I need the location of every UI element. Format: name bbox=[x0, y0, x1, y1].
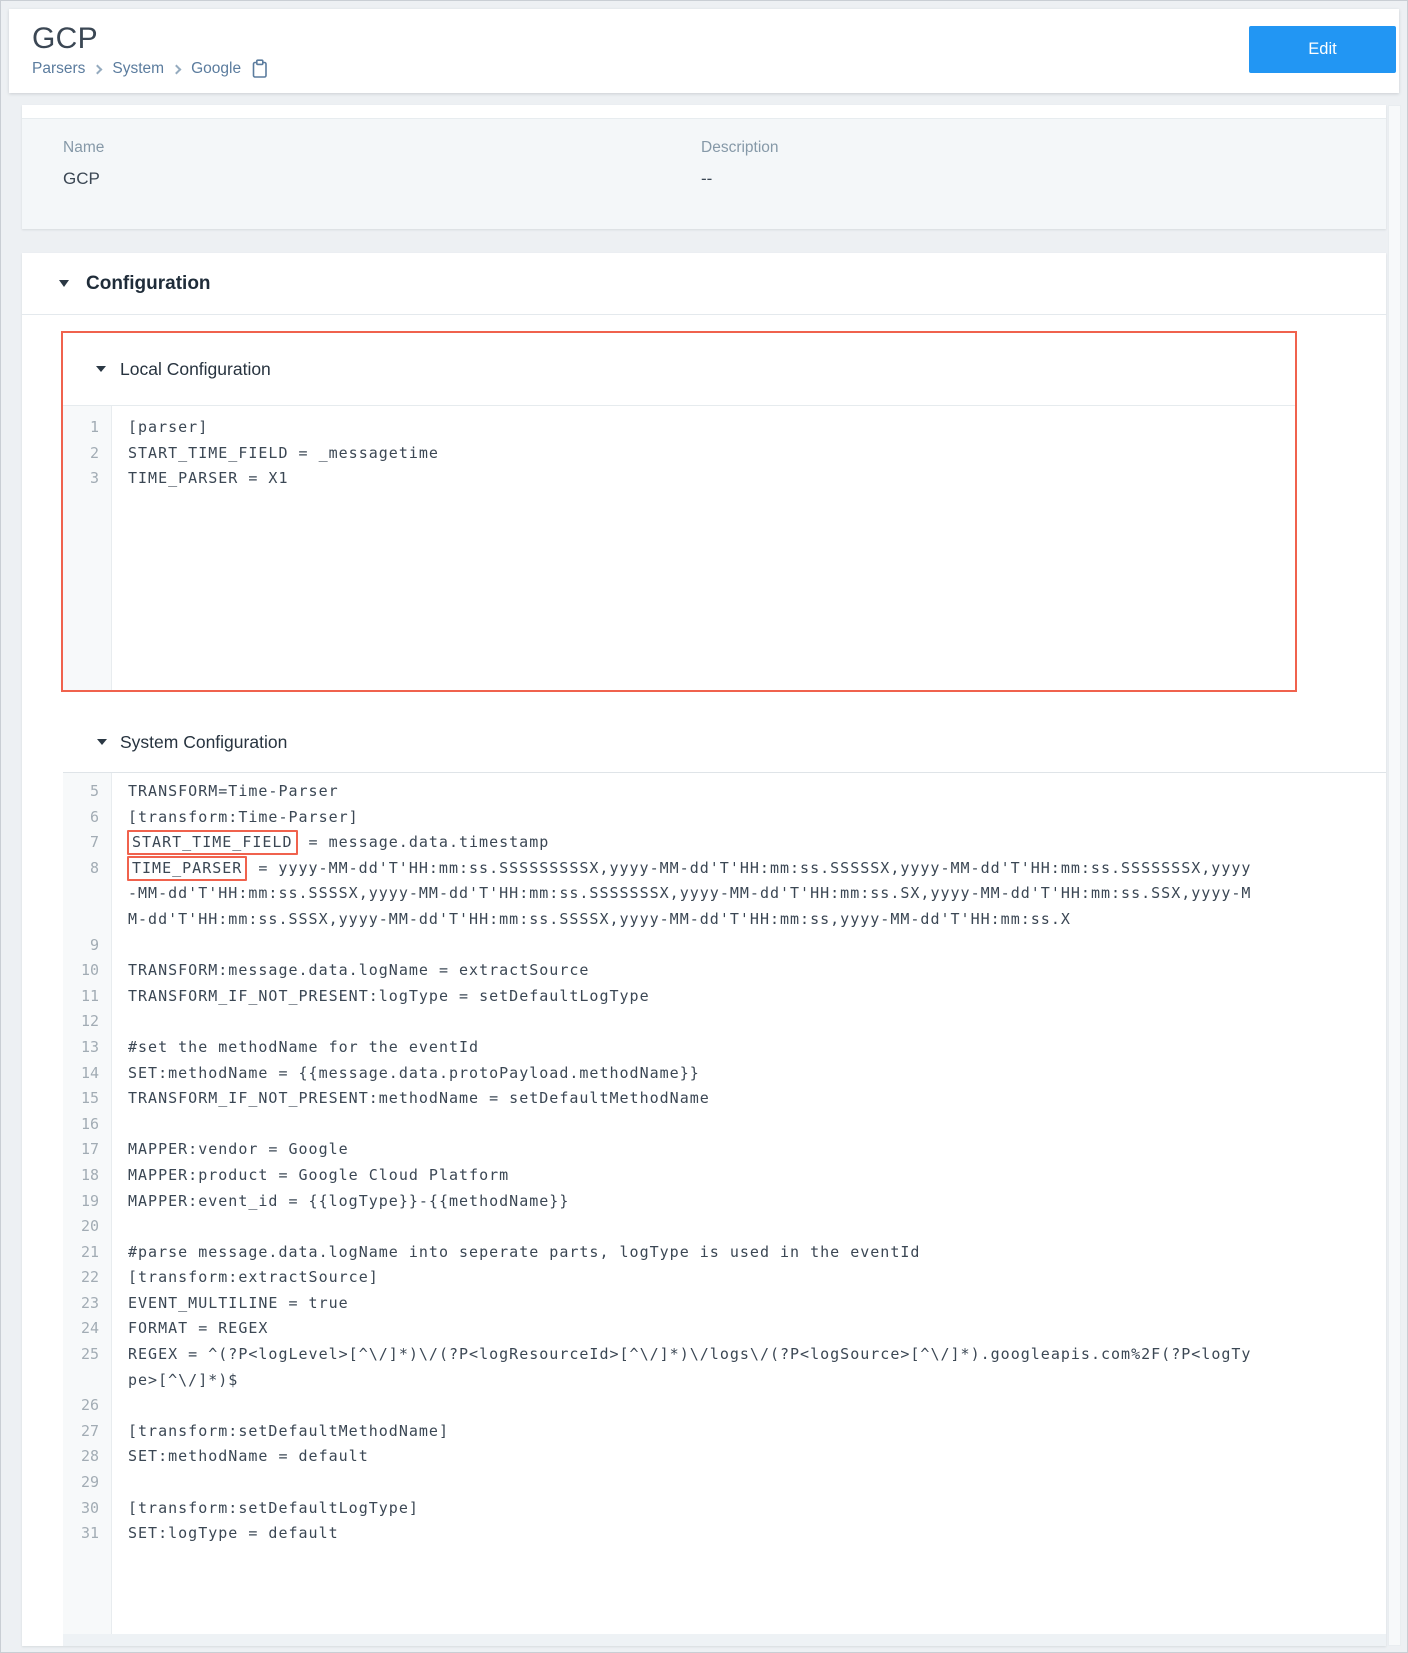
line-number: 8 bbox=[89, 858, 99, 877]
line-number: 9 bbox=[89, 935, 99, 954]
line-number: 5 bbox=[89, 782, 99, 800]
annotation-highlight-box: START_TIME_FIELD bbox=[127, 830, 298, 855]
line-number: 3 bbox=[89, 469, 99, 488]
code-line bbox=[63, 830, 1386, 856]
code-text: MAPPER:vendor = Google bbox=[128, 1140, 349, 1159]
page-scrollbar[interactable] bbox=[1388, 105, 1401, 1646]
code-line bbox=[63, 1470, 1386, 1496]
code-text: SET:methodName = {{message.data.protoPayload.methodName}} bbox=[128, 1063, 700, 1082]
system-configuration-toggle[interactable] bbox=[22, 712, 1386, 772]
chevron-right-icon bbox=[172, 64, 182, 74]
code-text: TRANSFORM_IF_NOT_PRESENT:logType = setDefaultLogType bbox=[128, 986, 650, 1005]
breadcrumb-item-google[interactable]: Google bbox=[191, 60, 242, 77]
line-number: 10 bbox=[80, 961, 99, 980]
description-column bbox=[701, 139, 779, 229]
breadcrumb-item-system[interactable]: System bbox=[112, 60, 165, 77]
code-text: #parse message.data.logName into seperate parts, logType is used in the eventId bbox=[128, 1242, 921, 1261]
line-number: 12 bbox=[80, 1012, 99, 1031]
configuration-section-toggle[interactable] bbox=[22, 253, 1386, 315]
code-line bbox=[63, 1419, 1386, 1445]
code-line bbox=[63, 1444, 1386, 1470]
code-line bbox=[63, 805, 1386, 831]
code-text bbox=[128, 1393, 1256, 1419]
content bbox=[22, 105, 1386, 1646]
code-text: EVENT_MULTILINE = true bbox=[128, 1293, 349, 1312]
code-text: [transform:setDefaultMethodName] bbox=[128, 1421, 449, 1440]
code-text bbox=[128, 1112, 1256, 1138]
code-text: TRANSFORM_IF_NOT_PRESENT:methodName = setDefaultMethodName bbox=[128, 1089, 710, 1108]
line-number: 21 bbox=[80, 1242, 99, 1261]
code-line bbox=[63, 779, 1386, 805]
line-number: 17 bbox=[80, 1140, 99, 1159]
line-number: 23 bbox=[80, 1293, 99, 1312]
code-line bbox=[63, 1496, 1386, 1522]
line-number: 14 bbox=[80, 1063, 99, 1082]
edit-button[interactable]: Edit bbox=[1249, 26, 1396, 73]
code-line bbox=[63, 1189, 1386, 1215]
details-card bbox=[22, 105, 1386, 229]
line-number: 7 bbox=[89, 833, 99, 852]
line-number: 2 bbox=[89, 443, 99, 462]
code-line bbox=[63, 958, 1386, 984]
local-configuration-editor[interactable] bbox=[63, 406, 1295, 690]
collapse-triangle-icon bbox=[97, 739, 107, 745]
line-number: 27 bbox=[80, 1421, 99, 1440]
code-line bbox=[63, 1035, 1386, 1061]
line-number: 6 bbox=[89, 807, 99, 826]
line-number: 31 bbox=[80, 1524, 99, 1543]
code-text: #set the methodName for the eventId bbox=[128, 1037, 480, 1056]
system-configuration-title: System Configuration bbox=[120, 731, 288, 752]
line-number: 25 bbox=[80, 1345, 99, 1364]
code-line bbox=[63, 1521, 1386, 1547]
code-line bbox=[63, 1214, 1386, 1240]
page-header bbox=[9, 9, 1399, 93]
code-line bbox=[63, 1163, 1386, 1189]
code-line bbox=[63, 933, 1386, 959]
code-text: TIME_PARSER = yyyy-MM-dd'T'HH:mm:ss.SSSSSSSSSX,yyyy-MM-dd'T'HH:mm:ss.SSSSSX,yyyy-MM-dd'T'HH:mm:ss.SSSSSSSX,yyyy-MM-dd'T'HH:mm:ss.SSSSX,yyyy-MM-dd'T'HH:mm:ss.SSSSSSSX,yyyy-MM-dd'T'HH:mm:ss.SX,yyyy-MM-dd'T'HH:mm:ss.SSX,yyyy-MM-dd'T'HH:mm:ss.SSSX,yyyy-MM-dd'T'HH:mm:ss.SSSSX,yyyy-MM-dd'T'HH:mm:ss,yyyy-MM-dd'T'HH:mm:ss.X bbox=[128, 856, 1256, 933]
line-number: 11 bbox=[80, 986, 99, 1005]
code-line bbox=[63, 1265, 1386, 1291]
chevron-right-icon bbox=[93, 64, 103, 74]
code-line bbox=[63, 1009, 1386, 1035]
code-text bbox=[128, 933, 1256, 959]
code-text: TIME_PARSER = X1 bbox=[128, 469, 289, 488]
name-value: GCP bbox=[63, 169, 100, 188]
configuration-card bbox=[22, 253, 1386, 1646]
line-number: 18 bbox=[80, 1165, 99, 1184]
line-number: 19 bbox=[80, 1191, 99, 1210]
code-text: SET:methodName = default bbox=[128, 1447, 369, 1466]
code-text: MAPPER:product = Google Cloud Platform bbox=[128, 1165, 510, 1184]
annotation-highlight-box: TIME_PARSER bbox=[127, 856, 247, 881]
horizontal-scrollbar[interactable] bbox=[63, 1634, 1386, 1646]
line-number: 22 bbox=[80, 1268, 99, 1287]
name-label: Name bbox=[63, 139, 105, 156]
line-number: 28 bbox=[80, 1447, 99, 1466]
code-text: [parser] bbox=[128, 418, 209, 436]
line-number: 13 bbox=[80, 1037, 99, 1056]
code-text: REGEX = ^(?P<logLevel>[^\/]*)\/(?P<logResourceId>[^\/]*)\/logs\/(?P<logSource>[^\/]*).googleapis.com%2F(?P<logType>[^\/]*)$ bbox=[128, 1345, 1252, 1389]
system-configuration-editor[interactable] bbox=[63, 772, 1386, 1634]
description-value: -- bbox=[701, 169, 713, 188]
line-number: 16 bbox=[80, 1114, 99, 1133]
breadcrumb-item-parsers[interactable]: Parsers bbox=[32, 60, 86, 77]
code-text: TRANSFORM=Time-Parser bbox=[128, 782, 339, 800]
code-line bbox=[63, 1240, 1386, 1266]
code-text: SET:logType = default bbox=[128, 1524, 339, 1543]
code-line bbox=[63, 1316, 1386, 1342]
line-number: 20 bbox=[80, 1217, 99, 1236]
code-text: TRANSFORM:message.data.logName = extractSource bbox=[128, 961, 590, 980]
code-line bbox=[63, 441, 1295, 467]
line-number: 1 bbox=[89, 418, 99, 436]
details-panel bbox=[22, 118, 1386, 229]
line-number: 29 bbox=[80, 1473, 99, 1492]
collapse-triangle-icon bbox=[96, 366, 106, 372]
code-line bbox=[63, 1342, 1386, 1393]
configuration-title: Configuration bbox=[86, 272, 211, 294]
code-line bbox=[63, 856, 1386, 933]
code-line bbox=[63, 1137, 1386, 1163]
code-text bbox=[128, 1214, 1256, 1240]
description-label: Description bbox=[701, 139, 779, 156]
code-text bbox=[128, 1009, 1256, 1035]
name-column bbox=[63, 139, 701, 229]
copy-clipboard-icon[interactable] bbox=[251, 59, 269, 79]
code-line bbox=[63, 1291, 1386, 1317]
line-number: 24 bbox=[80, 1319, 99, 1338]
code-text: [transform:Time-Parser] bbox=[128, 807, 359, 826]
code-line bbox=[63, 1086, 1386, 1112]
code-line bbox=[63, 1112, 1386, 1138]
line-number: 26 bbox=[80, 1396, 99, 1415]
local-configuration-title: Local Configuration bbox=[120, 358, 271, 379]
local-configuration-toggle[interactable] bbox=[63, 333, 1295, 406]
local-configuration-annotation-box bbox=[61, 331, 1297, 692]
code-text bbox=[128, 1470, 1256, 1496]
code-text: FORMAT = REGEX bbox=[128, 1319, 269, 1338]
code-line bbox=[63, 1393, 1386, 1419]
code-text: [transform:extractSource] bbox=[128, 1268, 379, 1287]
page-title: GCP bbox=[32, 22, 98, 55]
code-text: START_TIME_FIELD = message.data.timestamp bbox=[128, 830, 1256, 856]
code-line bbox=[63, 415, 1295, 441]
code-text: MAPPER:event_id = {{logType}}-{{methodName}} bbox=[128, 1191, 570, 1210]
code-text: START_TIME_FIELD = _messagetime bbox=[128, 443, 439, 462]
code-line bbox=[63, 1061, 1386, 1087]
collapse-triangle-icon bbox=[59, 280, 69, 287]
line-number: 15 bbox=[80, 1089, 99, 1108]
code-text: [transform:setDefaultLogType] bbox=[128, 1498, 419, 1517]
code-line bbox=[63, 466, 1295, 492]
breadcrumb bbox=[32, 59, 1399, 79]
code-line bbox=[63, 984, 1386, 1010]
line-number: 30 bbox=[80, 1498, 99, 1517]
